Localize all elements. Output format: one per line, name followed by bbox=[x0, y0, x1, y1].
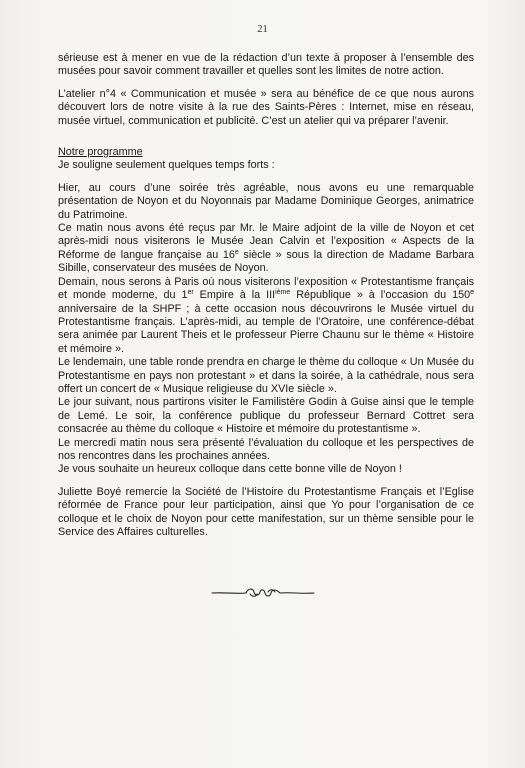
paragraph-hier: Hier, au cours d’une soirée très agréable, nous avons eu une remarquable présentation de Noyon et du Noyonnais par Madame Dominique Georges, animatrice du Patrimoine. bbox=[58, 181, 474, 221]
paragraph-intro: sérieuse est à mener en vue de la rédaction d’un texte à proposer à l’ensemble des musées pour savoir comment travailler et quelles sont les limites de notre action. bbox=[58, 52, 474, 78]
flourish-divider-icon bbox=[0, 586, 525, 600]
programme-heading-text: Notre programme bbox=[58, 146, 143, 159]
page-body bbox=[58, 52, 474, 548]
page-number: 21 bbox=[257, 24, 268, 35]
paragraph-mercredi: Le mercredi matin nous sera présenté l’évaluation du colloque et les perspectives de nos rencontres dans les prochaines années. bbox=[58, 436, 474, 462]
paragraph-conclusion: Juliette Boyé remercie la Société de l’Histoire du Protestantisme Français et l’Eglise réformée de France pour leur participation, ainsi que Yo pour l’organisation de ce colloque et le choix de Noyon pour cette manifestation, sur un thème sensible pour le Service des Affaires culturelles. bbox=[58, 485, 474, 538]
paragraph-atelier-4: L’atelier n°4 « Communication et musée » sera au bénéfice de ce que nous aurons découvert lors de notre visite à la rue des Saints-Pères : Internet, mise en réseau, musée virtuel, communication et publicité. C’est un atelier qui va préparer l’avenir. bbox=[58, 87, 474, 127]
paragraph-demain: Demain, nous serons à Paris où nous visiterons l’exposition « Protestantisme français et monde moderne, du 1er Empire à la IIIième République » à l’occasion du 150e anniversaire de la SHPF ; à cette occasion nous découvrirons le Musée virtuel du Protestantisme français. L’après-midi, au temple de l’Oratoire, une conférence-débat sera animée par Laurent Theis et le professeur Pierre Chaunu sur le thème « Histoire et mémoire ». bbox=[58, 275, 474, 355]
programme-intro: Je souligne seulement quelques temps forts : bbox=[58, 159, 275, 172]
paragraph-souhait: Je vous souhaite un heureux colloque dans cette bonne ville de Noyon ! bbox=[58, 463, 402, 476]
paragraph-lendemain: Le lendemain, une table ronde prendra en charge le thème du colloque « Un Musée du Protestantisme en pays non protestant » et dans la soirée, à la cathédrale, nous sera offert un concert de « Musique religieuse du XVIe siècle ». bbox=[58, 356, 474, 395]
programme-heading bbox=[58, 146, 474, 159]
paragraph-jour-suivant: Le jour suivant, nous partirons visiter le Familistère Godin à Guise ainsi que le temple de Lemé. Le soir, la conférence publique du professeur Bernard Cottret sera consacrée au thème du colloque « Histoire et mémoire du protestantisme ». bbox=[58, 396, 474, 436]
paragraph-ce-matin: Ce matin nous avons été reçus par Mr. le Maire adjoint de la ville de Noyon et cet après-midi nous visiterons le Musée Jean Calvin et l’exposition « Aspects de la Réforme de langue française au 16e siècle » sous la direction de Madame Barbara Sibille, conservateur des musées de Noyon. bbox=[58, 222, 474, 275]
